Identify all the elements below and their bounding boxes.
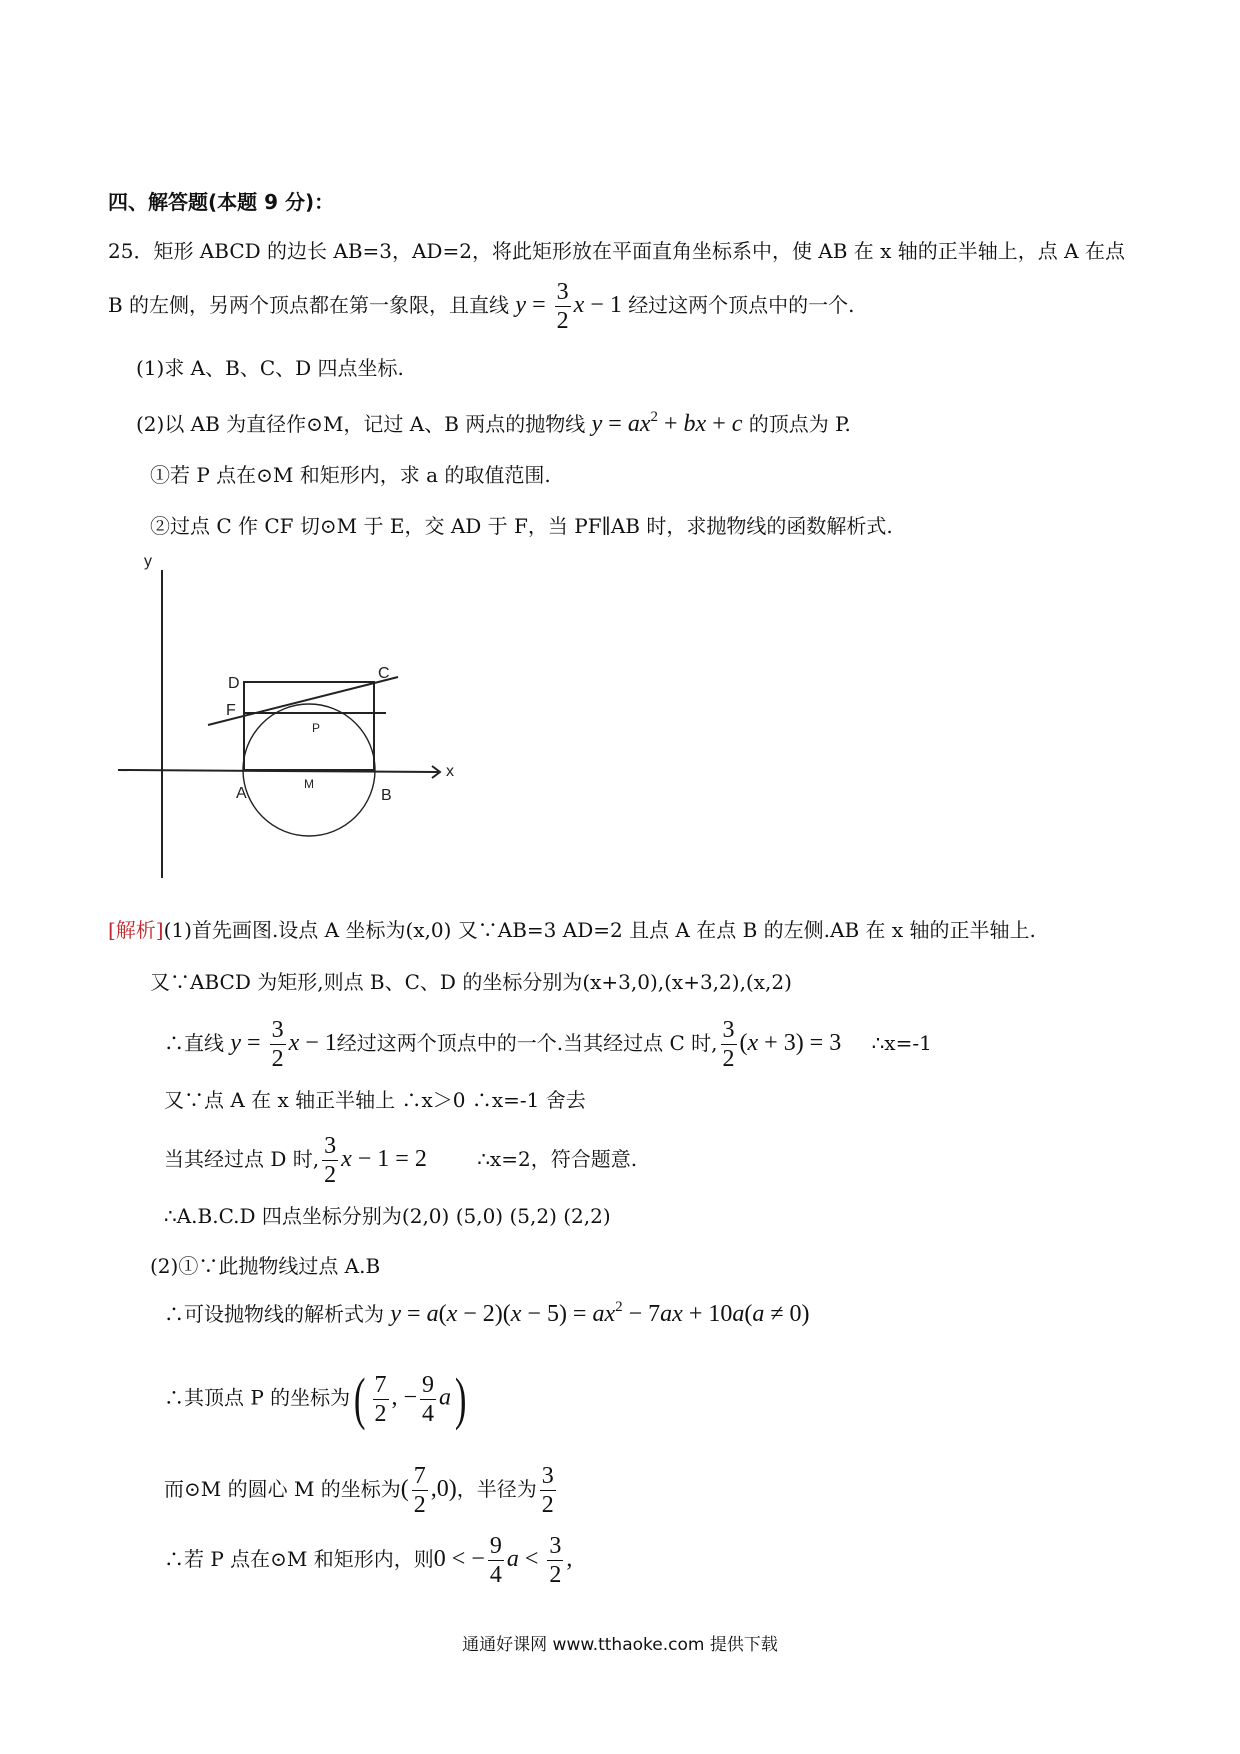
solution-line-7: (2)①∵此抛物线过点 A.B [150,1254,381,1278]
problem-line-2: B 的左侧，另两个顶点都在第一象限，且直线 y = $\frac{3}{2}$ x − 1 经过这两个顶点中的一个. [108,279,855,334]
solution-line-10: 而⊙M 的圆心 M 的坐标为( $\frac{7}{2}$ ,0)，半径为 $\frac{3}{2}$ [164,1463,554,1518]
problem-line-1: 25．矩形 ABCD 的边长 AB=3，AD=2，将此矩形放在平面直角坐标系中，使 AB 在 x 轴的正半轴上，点 A 在点 [108,239,1125,263]
section-heading: 四、解答题(本题 9 分)： [108,190,335,214]
problem-sub-2: ②过点 C 作 CF 切⊙M 于 E，交 AD 于 F，当 PF∥AB 时，求抛物线的函数解析式. [150,514,893,538]
analysis-tag: [解析] [108,918,164,942]
solution-line-2: 又∵ABCD 为矩形,则点 B、C、D 的坐标分别为(x+3,0),(x+3,2),(x,2) [150,970,792,994]
problem-part-2: (2)以 AB 为直径作⊙M，记过 A、B 两点的抛物线 $y = ax^2$ + bx + c 的顶点为 P. [136,409,851,437]
problem-part-2-text: (2)以 AB 为直径作⊙M，记过 A、B 两点的抛物线 [136,412,586,436]
solution-line-8: ∴可设抛物线的解析式为 $y = a(x - 2)(x - 5) = ax^2 - 7ax + 10a(a \ne 0)$ [164,1299,810,1327]
label-m: M [304,777,314,791]
parabola-equation: y [591,411,603,437]
solution-line-4: 又∵点 A 在 x 轴正半轴上 ∴x＞0 ∴x=-1 舍去 [164,1088,586,1112]
solution-line-1 [108,920,1036,940]
label-f: F [226,702,236,719]
solution-line-9: ∴其顶点 P 的坐标为( $\frac{7}{2}$ , − $\frac{9}{4}$ a) [164,1366,467,1431]
footer-text: 通通好课网 www.tthaoke.com 提供下载 [462,1635,778,1655]
problem-part-2-tail: 的顶点为 P. [748,412,851,436]
solution-line-6: ∴A.B.C.D 四点坐标分别为(2,0) (5,0) (5,2) (2,2) [164,1204,611,1228]
fraction-3-2: $\frac{3}{2}$ [556,279,569,334]
label-p: P [312,721,321,735]
solution-line-1-text: (1)首先画图.设点 A 坐标为(x,0) 又∵AB=3 AD=2 且点 A 在点 B 的左侧.AB 在 x 轴的正半轴上. [163,918,1036,942]
label-c: C [378,665,390,682]
problem-line-2-text: B 的左侧，另两个顶点都在第一象限，且直线 [108,293,510,317]
label-a: A [236,785,247,802]
geometry-figure [108,548,468,888]
solution-line-11: ∴若 P 点在⊙M 和矩形内，则0 < − $\frac{9}{4}$ a < $\frac{3}{2}$ , [164,1533,573,1588]
problem-line-2-tail: 经过这两个顶点中的一个. [628,293,855,317]
label-d: D [228,675,240,692]
label-b: B [381,787,392,804]
problem-part-1: (1)求 A、B、C、D 四点坐标. [136,356,404,380]
label-x: x [446,763,454,780]
problem-sub-1: ①若 P 点在⊙M 和矩形内，求 a 的取值范围. [150,463,551,487]
solution-line-3: ∴直线 y = $\frac{3}{2}$ x − 1经过这两个顶点中的一个.当其经过点 C 时, $\frac{3}{2}$ (x + 3) = 3 ∴x=-1 [164,1017,932,1072]
line-equation: y [515,292,527,318]
solution-line-5: 当其经过点 D 时, $\frac{3}{2}$ x − 1 = 2 ∴x=2，符合题意. [164,1133,638,1188]
rectangle-abcd [244,682,374,770]
label-y: y [144,553,152,570]
